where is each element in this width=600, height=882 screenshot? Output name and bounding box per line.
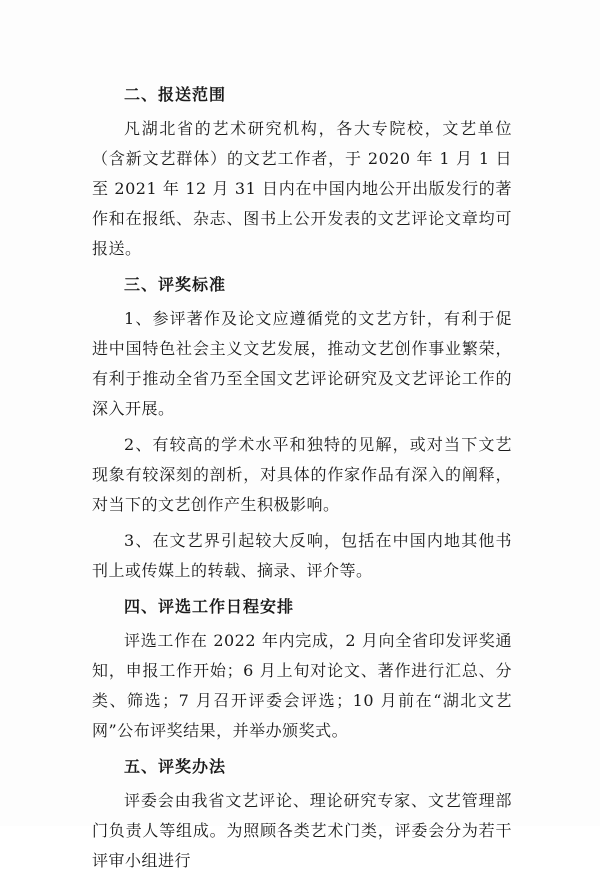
document-body — [92, 80, 512, 882]
section-heading-method: 五、评奖办法 — [124, 757, 227, 776]
section-heading-scope: 二、报送范围 — [124, 85, 227, 104]
paragraph-schedule: 评选工作在 2022 年内完成，2 月向全省印发评奖通知，申报工作开始；6 月上旬对论文、著作进行汇总、分类、筛选；7 月召开评委会评选；10 月前在“湖北文艺网”公布评奖结果，并举办颁奖式。 — [92, 631, 512, 740]
paragraph-method: 评委会由我省文艺评论、理论研究专家、文艺管理部门负责人等组成。为照顾各类艺术门类，评委会分为若干评审小组进行 — [92, 791, 512, 870]
section-heading-criteria: 三、评奖标准 — [124, 275, 227, 294]
paragraph-scope: 凡湖北省的艺术研究机构，各大专院校，文艺单位（含新文艺群体）的文艺工作者，于 2020 年 1 月 1 日至 2021 年 12 月 31 日内在中国内地公开出版发行的著作和在报纸、杂志、图书上公开发表的文艺评论文章均可报送。 — [92, 119, 512, 258]
section-heading-schedule: 四、评选工作日程安排 — [124, 597, 295, 616]
paragraph-criteria-3: 3、在文艺界引起较大反响，包括在中国内地其他书刊上或传媒上的转载、摘录、评介等。 — [92, 531, 512, 580]
paragraph-criteria-1: 1、参评著作及论文应遵循党的文艺方针，有利于促进中国特色社会主义文艺发展，推动文艺创作事业繁荣，有利于推动全省乃至全国文艺评论研究及文艺评论工作的深入开展。 — [92, 309, 512, 418]
paragraph-criteria-2: 2、有较高的学术水平和独特的见解，或对当下文艺现象有较深刻的剖析，对具体的作家作品有深入的阐释，对当下的文艺创作产生积极影响。 — [92, 435, 512, 514]
